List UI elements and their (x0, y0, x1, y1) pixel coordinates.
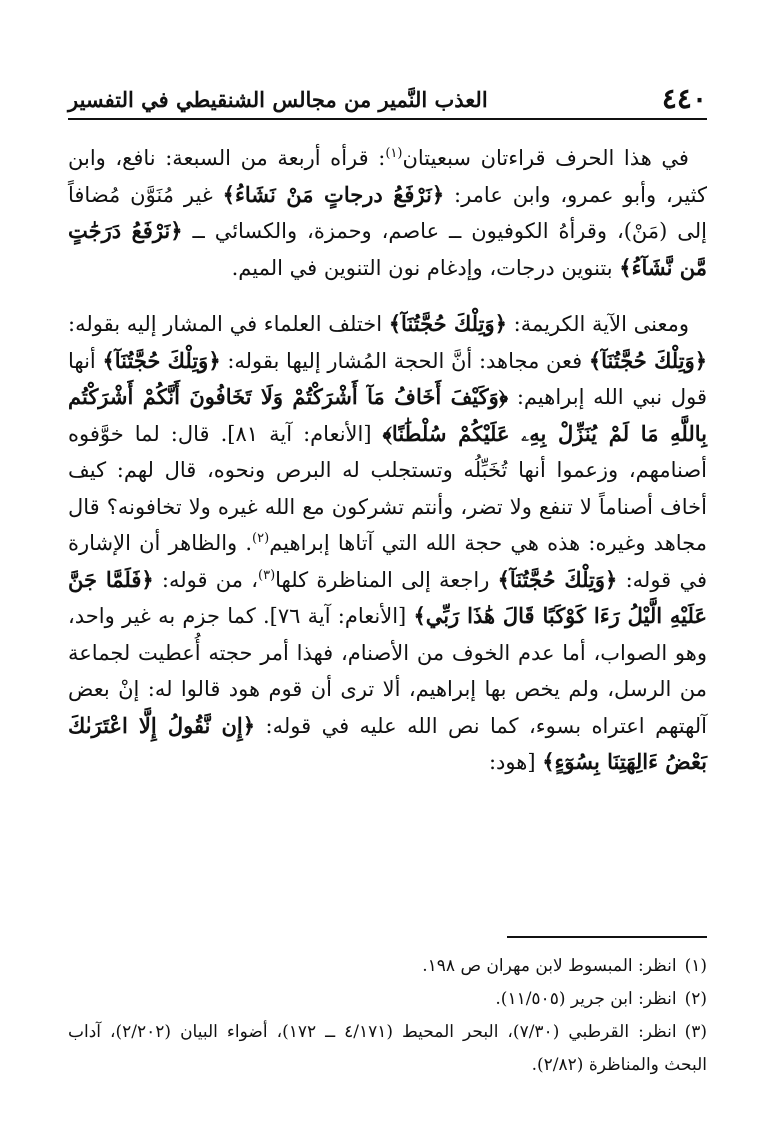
footnote-1 (68, 950, 707, 983)
text-run: [هود: (488, 750, 543, 774)
text-run: اختلف العلماء في المشار إليه بقوله: (68, 312, 389, 336)
quran-quote: ﴿نَرْفَعُ دَرَجَٰتٍ مَّن نَّشَآءُ﴾ (68, 218, 707, 280)
page-number: ٤٤٠ (661, 82, 707, 115)
footnote-text: انظر: القرطبي (٧/٣٠)، البحر المحيط (٤/١٧١ ــ ١٧٢)، أضواء البيان (٢/٢٠٢)، آداب البحث والمناظرة (٢/٨٢). (68, 1022, 707, 1075)
text-run: [الأنعام: آية ٨١]. قال: لما خوَّفوه أصنامهم، وزعموا أنها تُخَبِّلُه وتستجلب له البرص ونحوه، قال لهم: كيف أخاف أصناماً لا تنفع ولا تضر، وأنتم تشركون مع الله غيره ولا تخافونه؟ قال مجاهد وغيره: هذه هي حجة الله التي آتاها إبراهيم (68, 421, 707, 555)
paragraph-readings (68, 140, 707, 286)
text-run: فعن مجاهد: أنَّ الحجة المُشار إليها بقوله: (220, 348, 589, 373)
footnote-text: انظر: ابن جرير (١١/٥٠٥). (495, 989, 677, 1009)
footnote-3 (68, 1016, 707, 1082)
text-run: راجعة إلى المناظرة كلها (275, 567, 498, 592)
quran-quote: ﴿وَكَيْفَ أَخَافُ مَآ أَشْرَكْتُمْ وَلَا تَخَافُونَ أَنَّكُمْ أَشْرَكْتُم بِاللَّهِ مَا لَمْ يُنَزِّلْ بِهِۦ عَلَيْكُمْ سُلْطَٰنًا﴾ (68, 384, 707, 446)
text-run: غير مُنَوَّن مُضافاً إلى (مَنْ)، وقرأهُ الكوفيون ــ عاصم، وحمزة، والكسائي ــ (68, 182, 707, 243)
text-run: ومعنى الآية الكريمة: (506, 312, 689, 336)
text-run: . والظاهر أن الإشارة في قوله: (68, 531, 707, 592)
footnote-ref-3: (٣) (258, 567, 276, 583)
quran-quote: ﴿وَتِلْكَ حُجَّتُنَآ﴾ (588, 347, 708, 373)
footnote-ref-2: (٢) (252, 531, 270, 546)
footnote-number: (١) (684, 956, 707, 976)
text-run: ، من قوله: (153, 567, 259, 592)
page-header (68, 84, 707, 120)
main-text (68, 140, 707, 781)
quran-quote: ﴿نَرْفَعُ درجاتٍ مَنْ نَشَاءُ﴾ (222, 181, 445, 207)
quran-quote: ﴿فَلَمَّا جَنَّ عَلَيْهِ الَّيْلُ رَءَا كَوْكَبًا قَالَ هَٰذَا رَبِّي﴾ (68, 566, 707, 628)
text-run: بتنوين درجات، وإدغام نون التنوين في الميم. (231, 255, 620, 280)
paragraph-meaning (68, 306, 707, 781)
text-run: أنها قول نبي الله إبراهيم: (68, 348, 707, 409)
text-run: : قرأه أربعة من السبعة: نافع، وابن كثير، وأبو عمرو، وابن عامر: (68, 146, 707, 207)
quran-quote: ﴿وَتِلْكَ حُجَّتُنَآ﴾ (388, 311, 507, 336)
footnote-2 (68, 983, 707, 1016)
quran-quote: ﴿إِن نَّقُولُ إِلَّا اعْتَرَىٰكَ بَعْضُ ءَالِهَتِنَا بِسُوٓءٍ﴾ (68, 712, 707, 774)
footnote-number: (٢) (684, 989, 707, 1009)
footnote-divider (507, 936, 707, 938)
text-run: في هذا الحرف قراءتان سبعيتان (402, 146, 689, 170)
footnote-ref-1: (١) (385, 146, 403, 161)
footnote-text: انظر: المبسوط لابن مهران ص ١٩٨. (422, 956, 677, 976)
footnotes (68, 950, 707, 1082)
running-title: العذب النَّمير من مجالس الشنقيطي في التفسير (68, 87, 488, 112)
text-run: [الأنعام: آية ٧٦]. كما جزم به غير واحد، وهو الصواب، أما عدم الخوف من الأصنام، فهذا أمر حجته أُعطيت لجماعة من الرسل، ولم يخص بها إبراهيم، ألا ترى أن قوم هود قالوا له: إنْ بعض آلهتهم اعتراه بسوء، كما نص الله عليه في قوله: (68, 604, 707, 738)
quran-quote: ﴿وَتِلْكَ حُجَّتُنَآ﴾ (497, 566, 618, 592)
footnote-number: (٣) (684, 1022, 707, 1042)
quran-quote: ﴿وَتِلْكَ حُجَّتُنَآ﴾ (102, 347, 221, 373)
